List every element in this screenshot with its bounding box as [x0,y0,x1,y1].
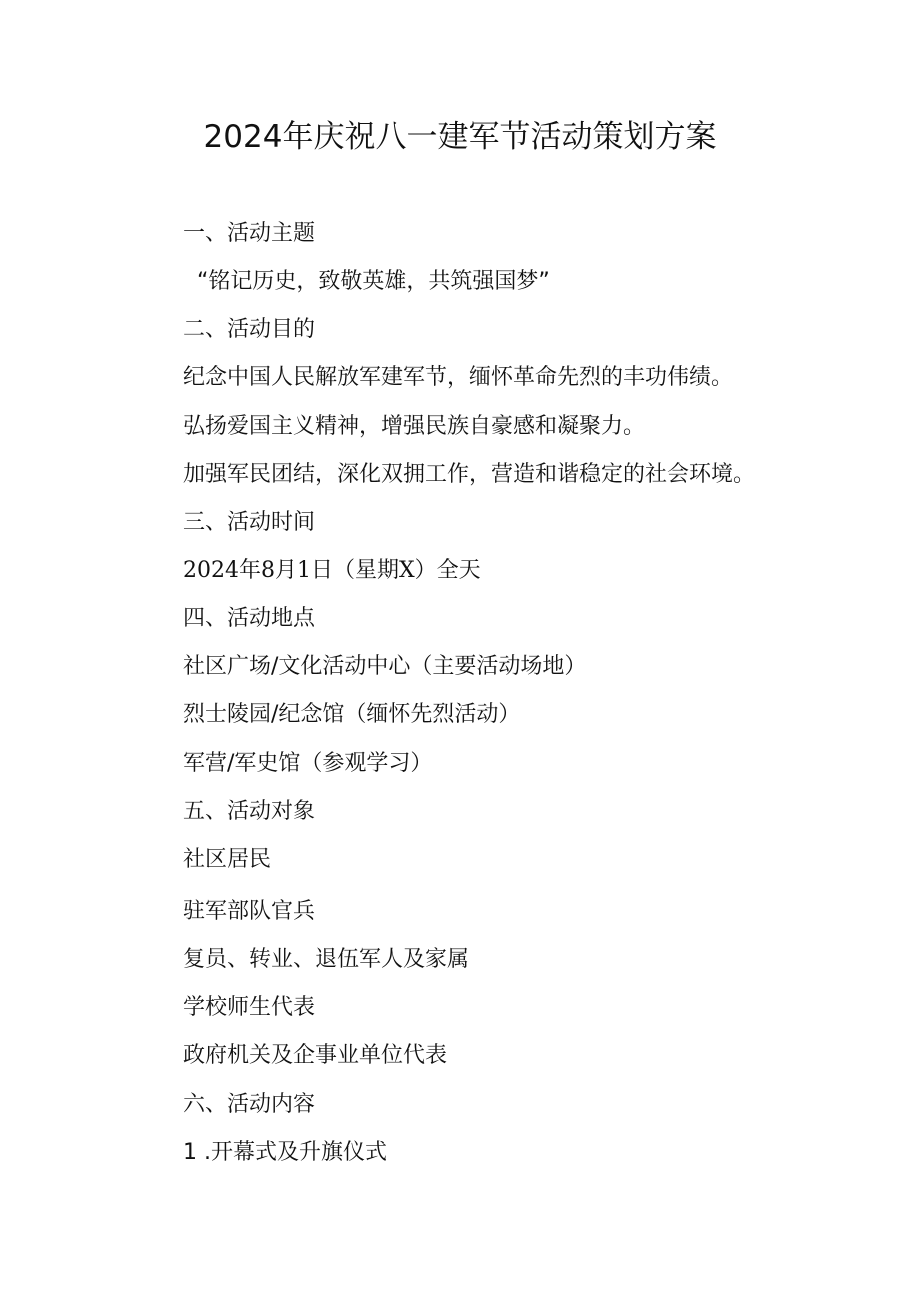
location-item: 社区广场/文化活动中心（主要活动场地） [183,654,587,679]
section-heading-time: 三、活动时间 [183,510,316,535]
audience-item: 复员、转业、退伍军人及家属 [183,947,470,972]
document-title: 2024年庆祝八一建军节活动策划方案 [203,119,717,155]
location-item: 军营/军史馆（参观学习） [183,751,433,776]
audience-item: 社区居民 [183,847,272,872]
section-heading-audience: 五、活动对象 [183,799,316,824]
section-heading-location: 四、活动地点 [183,606,316,631]
audience-item: 政府机关及企事业单位代表 [183,1043,448,1068]
section-heading-theme: 一、活动主题 [183,221,316,246]
content-item: 1 .开幕式及升旗仪式 [183,1140,387,1165]
audience-item: 驻军部队官兵 [183,899,316,924]
audience-item: 学校师生代表 [183,995,316,1020]
purpose-item: 纪念中国人民解放军建军节，缅怀革命先烈的丰功伟绩。 [183,365,734,390]
activity-date: 2024年8月1日（星期X）全天 [183,558,481,583]
location-item: 烈士陵园/纪念馆（缅怀先烈活动） [183,702,521,727]
purpose-item: 弘扬爱国主义精神，增强民族自豪感和凝聚力。 [183,414,646,439]
purpose-item: 加强军民团结，深化双拥工作，营造和谐稳定的社会环境。 [183,462,756,487]
section-heading-content: 六、活动内容 [183,1092,316,1117]
section-heading-purpose: 二、活动目的 [183,317,316,342]
theme-slogan: “铭记历史，致敬英雄，共筑强国梦” [197,269,550,294]
